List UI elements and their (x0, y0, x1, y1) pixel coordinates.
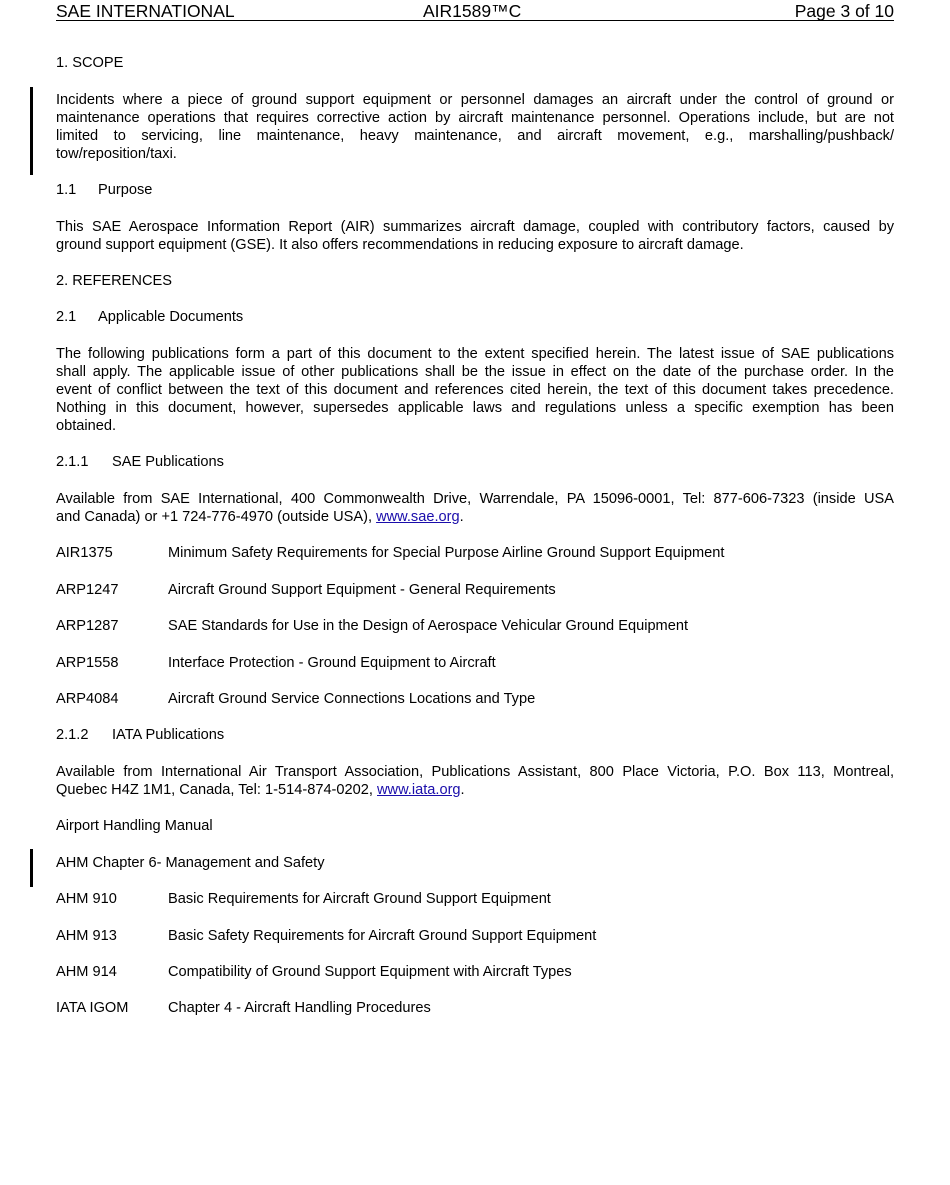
change-bar (30, 87, 33, 175)
section-heading-applicable-documents (56, 308, 894, 326)
scope-paragraph-line: limited to servicing, line maintenance, heavy maintenance, and aircraft movement, e.g., marshalling/pushback/ (56, 128, 894, 144)
reference-code: AIR1375 (56, 545, 113, 561)
applicable-paragraph-line: shall apply. The applicable issue of other publications shall be the issue in effect on the date of the purchase order. In the (56, 364, 894, 380)
reference-title: Aircraft Ground Support Equipment - General Requirements (168, 582, 556, 598)
reference-code: AHM 913 (56, 928, 117, 944)
reference-code: ARP1558 (56, 655, 119, 671)
reference-title: Interface Protection - Ground Equipment to Aircraft (168, 655, 496, 671)
ahm-chapter-label: AHM Chapter 6- Management and Safety (56, 855, 325, 871)
purpose-paragraph-line: This SAE Aerospace Information Report (AIR) summarizes aircraft damage, coupled with contributory factors, caused by (56, 219, 894, 235)
applicable-paragraph-line: obtained. (56, 418, 117, 434)
scope-paragraph-line: Incidents where a piece of ground support equipment or personnel damages an aircraft under the control of ground or (56, 92, 894, 108)
header-page-number: Page 3 of 10 (794, 1, 894, 21)
section-title: IATA Publications (112, 727, 225, 743)
applicable-paragraph-line: event of conflict between the text of this document and references cited herein, the text of this document takes precedence. (56, 382, 894, 398)
scope-paragraph-line: maintenance operations that requires corrective action by aircraft maintenance personnel. Operations include, but are not (56, 110, 894, 126)
section-title: Purpose (98, 182, 153, 198)
applicable-paragraph-line: The following publications form a part of this document to the extent specified herein. The latest issue of SAE publications (56, 346, 894, 362)
sentence-period: . (459, 509, 464, 525)
scope-paragraph-line: tow/reposition/taxi. (56, 146, 177, 162)
section-number: 1.1 (56, 182, 77, 198)
airport-handling-manual-label: Airport Handling Manual (56, 818, 213, 834)
header-document-number: AIR1589™C (423, 1, 522, 21)
reference-code: ARP1247 (56, 582, 119, 598)
section-number: 2.1.2 (56, 727, 89, 743)
section-title: Applicable Documents (98, 309, 244, 325)
iata-availability-line (56, 781, 894, 799)
sae-availability-line: Available from SAE International, 400 Commonwealth Drive, Warrendale, PA 15096-0001, Tel: 877-606-7323 (inside USA (56, 491, 894, 507)
section-title: SAE Publications (112, 454, 224, 470)
section-heading-purpose (56, 181, 894, 199)
iata-website-link[interactable]: www.iata.org (377, 782, 461, 798)
section-heading-references: 2. REFERENCES (56, 273, 172, 289)
reference-code: ARP4084 (56, 691, 119, 707)
change-bar (30, 849, 33, 887)
section-heading-sae-publications (56, 453, 894, 471)
purpose-paragraph-line: ground support equipment (GSE). It also offers recommendations in reducing exposure to aircraft damage. (56, 237, 744, 253)
reference-code: AHM 914 (56, 964, 117, 980)
section-heading-scope: 1. SCOPE (56, 55, 124, 71)
reference-title: Minimum Safety Requirements for Special Purpose Airline Ground Support Equipment (168, 545, 725, 561)
sae-website-link[interactable]: www.sae.org (376, 509, 460, 525)
iata-availability-text: Quebec H4Z 1M1, Canada, Tel: 1-514-874-0202, (56, 782, 377, 798)
reference-title: Basic Requirements for Aircraft Ground Support Equipment (168, 891, 551, 907)
sae-availability-line (56, 508, 894, 526)
header-organization: SAE INTERNATIONAL (56, 1, 235, 21)
reference-code: AHM 910 (56, 891, 117, 907)
reference-title: SAE Standards for Use in the Design of Aerospace Vehicular Ground Equipment (168, 618, 689, 634)
reference-title: Basic Safety Requirements for Aircraft Ground Support Equipment (168, 928, 597, 944)
reference-code: ARP1287 (56, 618, 119, 634)
section-heading-iata-publications (56, 726, 894, 744)
page-header (56, 0, 894, 21)
sentence-period: . (460, 782, 465, 798)
reference-title: Chapter 4 - Aircraft Handling Procedures (168, 1000, 431, 1016)
section-number: 2.1 (56, 309, 77, 325)
section-number: 2.1.1 (56, 454, 89, 470)
reference-title: Compatibility of Ground Support Equipment with Aircraft Types (168, 964, 572, 980)
sae-availability-text: and Canada) or +1 724-776-4970 (outside USA), (56, 509, 377, 525)
reference-title: Aircraft Ground Service Connections Locations and Type (168, 691, 536, 707)
reference-code: IATA IGOM (56, 1000, 129, 1016)
applicable-paragraph-line: Nothing in this document, however, supersedes applicable laws and regulations unless a specific exemption has been (56, 400, 894, 416)
iata-availability-line: Available from International Air Transport Association, Publications Assistant, 800 Place Victoria, P.O. Box 113, Montreal, (56, 764, 894, 780)
